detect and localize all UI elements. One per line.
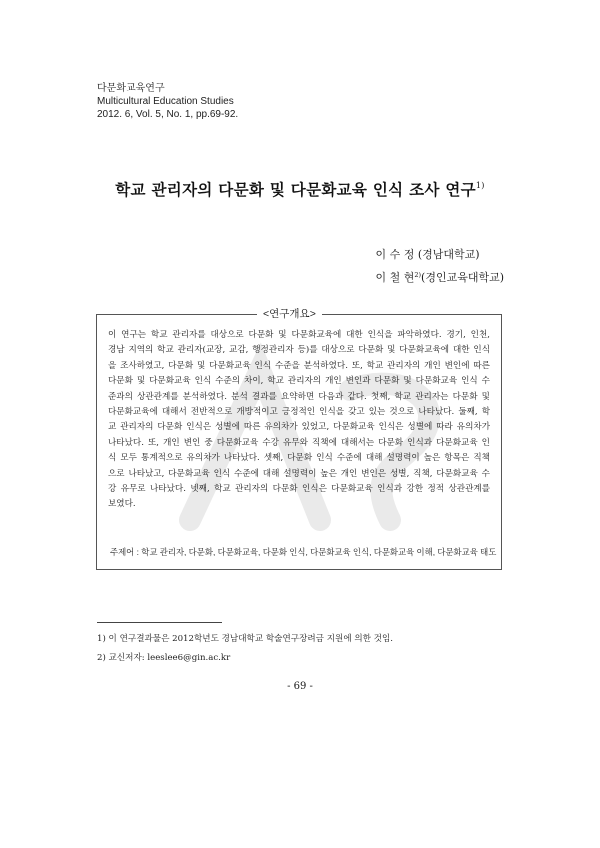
abstract-line: 이 연구는 학교 관리자를 대상으로 다문화 및 다문화교육에 대한 인식을 파악하였다. 경기, 인천, [108, 330, 490, 340]
footnotes [97, 630, 393, 668]
keywords: 주제어 : 학교 관리자, 다문화, 다문화교육, 다문화 인식, 다문화교육 인식, 다문화교육 이해, 다문화교육 태도 [110, 547, 497, 557]
journal-citation: 2012. 6, Vol. 5, No. 1, pp.69-92. [97, 109, 239, 120]
abstract-line: 으로 나타났고, 다문화교육 인식 수준에 대해 설명력이 높은 개인 변인은 성별, 직책, 다문화교육 수 [108, 468, 490, 479]
abstract-line: 을 조사하였고, 다문화 및 다문화교육 인식 수준을 분석하였다. 또, 학교 관리자의 개인 변인에 따른 [108, 360, 490, 371]
abstract-line: 식 모두 통계적으로 유의차가 나타났다. 셋째, 다문화 인식 수준에 대해 설명력이 높은 항목은 직책 [108, 453, 490, 464]
abstract-label: <연구개요> [257, 306, 322, 321]
author-list [375, 245, 504, 288]
abstract-line: 경남 지역의 학교 관리자(교장, 교감, 행정관리자 등)를 대상으로 다문화 및 다문화교육에 대한 인식 [108, 345, 490, 356]
paper-title-text: 학교 관리자의 다문화 및 다문화교육 인식 조사 연구 [115, 180, 476, 199]
footnote-divider [97, 622, 222, 623]
author-2-footnote-marker: 2) [414, 271, 422, 279]
author-2-name: 이 철 현 [375, 271, 415, 284]
abstract-line: 준과의 상관관계를 분석하였다. 분석 결과를 요약하면 다음과 같다. 첫째, 학교 관리자는 다문화 및 [108, 391, 490, 402]
author-2 [375, 265, 504, 288]
author-1-affiliation: (경남대학교) [417, 248, 480, 261]
title-footnote-marker: 1) [475, 181, 485, 190]
footnote-1: 1) 이 연구결과물은 2012학년도 경남대학교 학술연구장려금 지원에 의한 것임. [97, 634, 394, 644]
abstract-line: 다문화 및 다문화교육 인식 수준의 차이, 학교 관리자의 개인 변인과 다문화 및 다문화교육 인식 수 [108, 376, 490, 387]
author-2-affiliation: (경인교육대학교) [421, 271, 504, 284]
author-1-name: 이 수 정 [375, 248, 415, 261]
journal-header [97, 82, 238, 121]
journal-name-korean: 다문화교육연구 [97, 83, 165, 94]
abstract-line: 강 유무로 나타났다. 넷째, 학교 관리자의 다문화 인식은 다문화교육 인식과 강한 정적 상관관계를 [108, 484, 490, 495]
paper-title [0, 178, 600, 200]
page-number: - 69 - [287, 681, 313, 692]
abstract-line: 다문화교육에 대해서 전반적으로 개방적이고 긍정적인 인식을 갖고 있는 것으로 나타났다. 둘째, 학 [108, 407, 490, 418]
author-1 [375, 245, 504, 265]
abstract-line: 교 관리자의 다문화 인식은 성별에 따른 유의차가 있었고, 다문화교육 인식은 성별에 따라 유의차가 [108, 422, 490, 433]
abstract-line: 나타났다. 또, 개인 변인 중 다문화교육 수강 유무와 직책에 대해서는 다문화 인식과 다문화교육 인 [108, 437, 490, 448]
journal-name-english: Multicultural Education Studies [97, 96, 234, 107]
abstract-body [108, 328, 490, 513]
footnote-2: 2) 교신저자: leeslee6@gin.ac.kr [97, 653, 231, 663]
abstract-line: 보였다. [108, 499, 136, 510]
